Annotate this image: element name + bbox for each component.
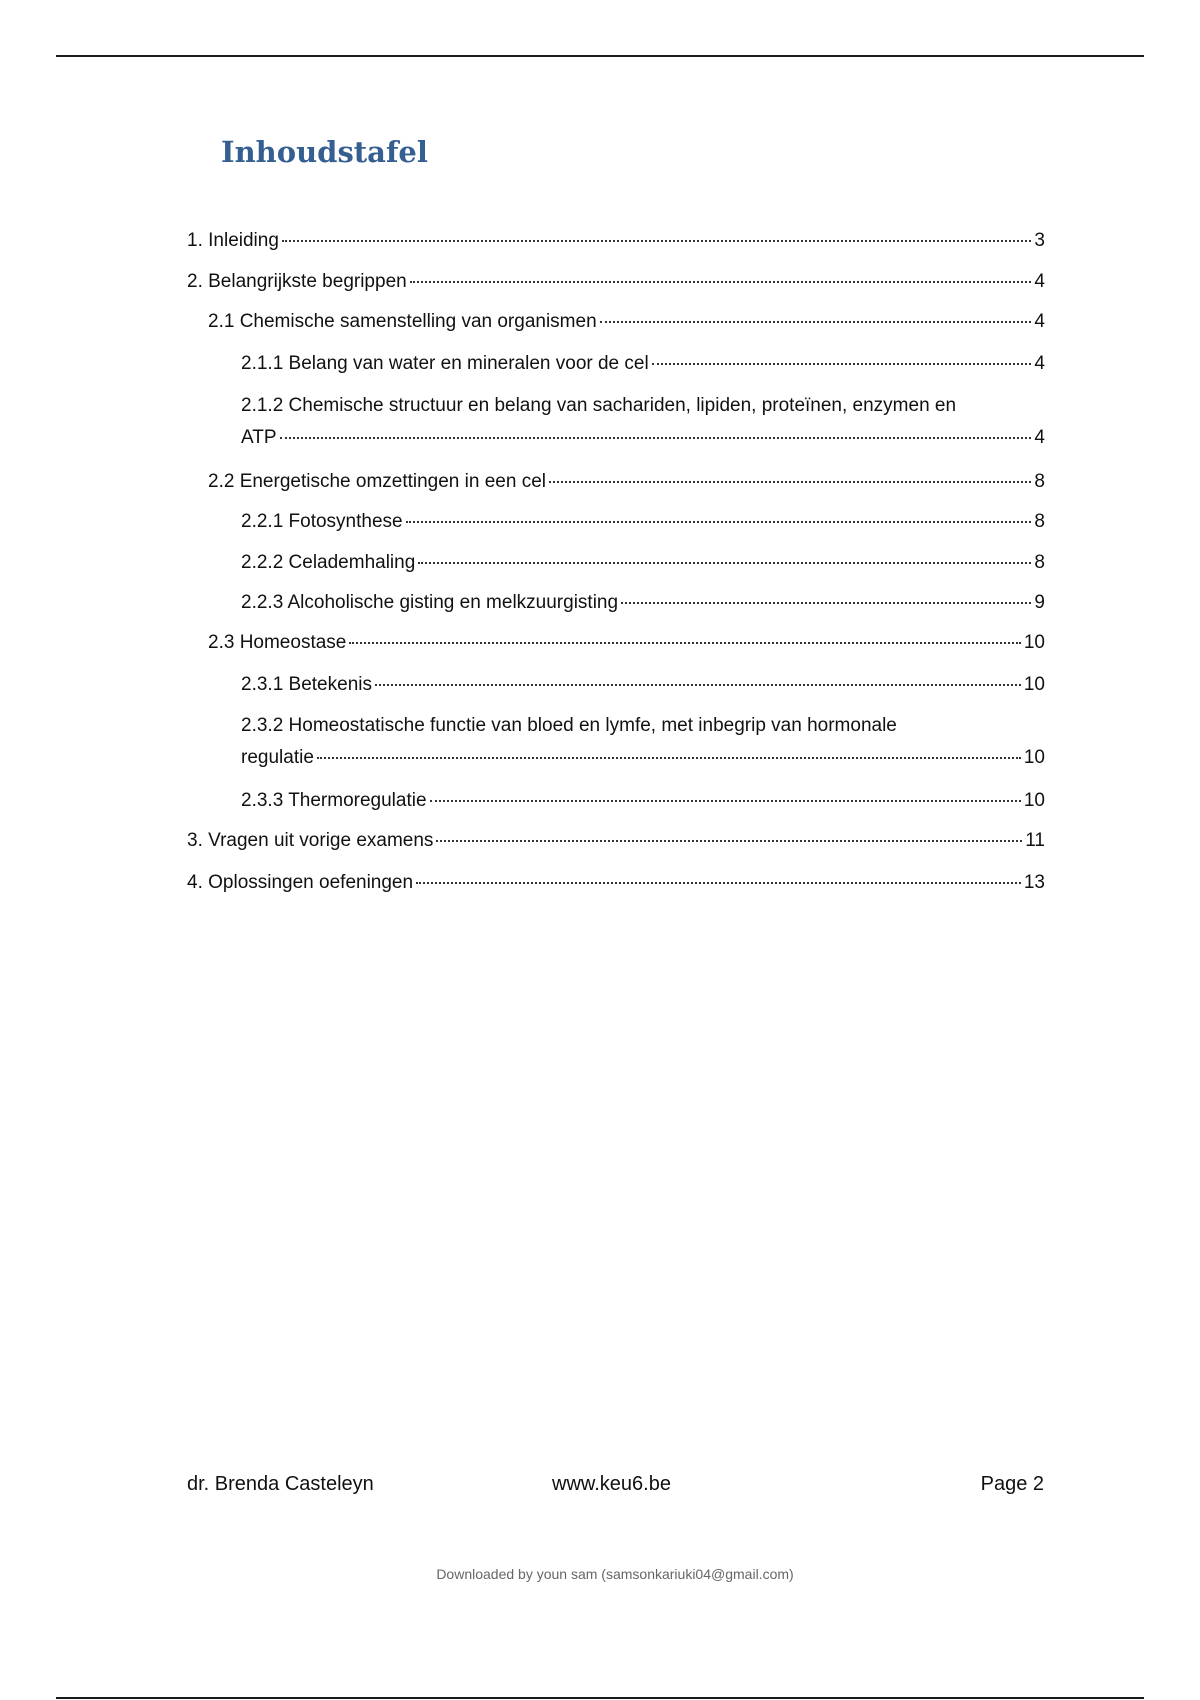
toc-entry-2-3-3[interactable] <box>241 785 1045 817</box>
footer-author: dr. Brenda Casteleyn <box>187 1473 374 1495</box>
toc-entry-text: 2.1 Chemische samenstelling van organismen <box>208 311 597 332</box>
dot-leader <box>416 882 1021 884</box>
dot-leader <box>410 281 1032 283</box>
toc-entry-page: 13 <box>1023 872 1045 893</box>
toc-entry-text: regulatie <box>241 747 314 768</box>
dot-leader <box>406 521 1032 523</box>
toc-entry-2-2-3[interactable] <box>241 587 1045 619</box>
toc-entry-text: 1. Inleiding <box>187 230 279 251</box>
toc-entry-page: 11 <box>1025 830 1045 851</box>
toc-entry-text: 2.2 Energetische omzettingen in een cel <box>208 471 546 492</box>
download-watermark: Downloaded by youn sam (samsonkariuki04@gmail.com) <box>436 1566 794 1582</box>
page-title: Inhoudstafel <box>221 135 428 169</box>
toc-entry-text-line1: 2.3.2 Homeostatische functie van bloed en lymfe, met inbegrip van hormonale <box>241 715 897 736</box>
toc-entry-page: 4 <box>1034 353 1045 374</box>
toc-entry-page: 8 <box>1034 511 1045 532</box>
toc-entry-text: 2. Belangrijkste begrippen <box>187 271 407 292</box>
dot-leader <box>621 602 1031 604</box>
dot-leader <box>600 321 1032 323</box>
toc-entry-text: 3. Vragen uit vorige examens <box>187 830 434 851</box>
footer-page-number: Page 2 <box>980 1473 1044 1495</box>
dot-leader <box>280 437 1032 439</box>
toc-entry-page: 4 <box>1034 311 1045 332</box>
toc-entry-text: 2.3 Homeostase <box>208 632 347 653</box>
toc-entry-2-1[interactable] <box>208 306 1045 338</box>
toc-entry-page: 10 <box>1023 747 1045 768</box>
toc-entry-page: 8 <box>1034 471 1045 492</box>
toc-entry-2[interactable] <box>187 266 1045 298</box>
toc-entry-text: 2.2.2 Celademhaling <box>241 552 416 573</box>
toc-entry-2-3[interactable] <box>208 627 1045 659</box>
toc-entry-text: 2.2.1 Fotosynthese <box>241 511 403 532</box>
toc-entry-text: ATP <box>241 427 277 448</box>
toc-entry-text: 2.2.3 Alcoholische gisting en melkzuurgisting <box>241 592 619 613</box>
toc-entry-text: 2.1.1 Belang van water en mineralen voor de cel <box>241 353 649 374</box>
dot-leader <box>349 642 1021 644</box>
dot-leader <box>375 684 1021 686</box>
toc-entry-2-2[interactable] <box>208 466 1045 498</box>
toc-entry-page: 4 <box>1034 271 1045 292</box>
toc-entry-page: 3 <box>1034 230 1045 251</box>
dot-leader <box>430 800 1021 802</box>
dot-leader <box>317 757 1021 759</box>
toc-entry-text: 4. Oplossingen oefeningen <box>187 872 414 893</box>
dot-leader <box>549 481 1031 483</box>
dot-leader <box>436 840 1022 842</box>
toc-entry-text-line1: 2.1.2 Chemische structuur en belang van sachariden, lipiden, proteïnen, enzymen en <box>241 395 957 416</box>
toc-entry-text: 2.3.1 Betekenis <box>241 674 372 695</box>
top-rule <box>56 55 1144 57</box>
toc-entry-2-3-2[interactable] <box>241 710 1045 774</box>
toc-entry-page: 4 <box>1034 427 1045 448</box>
toc-entry-2-1-1[interactable] <box>241 348 1045 380</box>
footer-website: www.keu6.be <box>552 1473 671 1495</box>
toc-entry-1[interactable] <box>187 225 1045 257</box>
toc-entry-page: 10 <box>1023 632 1045 653</box>
toc-entry-4[interactable] <box>187 867 1045 899</box>
toc-entry-page: 9 <box>1034 592 1045 613</box>
dot-leader <box>652 363 1032 365</box>
toc-entry-3[interactable] <box>187 825 1045 857</box>
dot-leader <box>418 562 1031 564</box>
toc-entry-2-2-2[interactable] <box>241 547 1045 579</box>
toc-entry-2-3-1[interactable] <box>241 669 1045 701</box>
dot-leader <box>282 240 1032 242</box>
toc-entry-page: 10 <box>1023 674 1045 695</box>
toc-entry-text: 2.3.3 Thermoregulatie <box>241 790 427 811</box>
toc-entry-2-1-2[interactable] <box>241 390 1045 454</box>
toc-entry-2-2-1[interactable] <box>241 506 1045 538</box>
toc-entry-page: 10 <box>1023 790 1045 811</box>
bottom-rule <box>56 1697 1144 1699</box>
toc-entry-page: 8 <box>1034 552 1045 573</box>
